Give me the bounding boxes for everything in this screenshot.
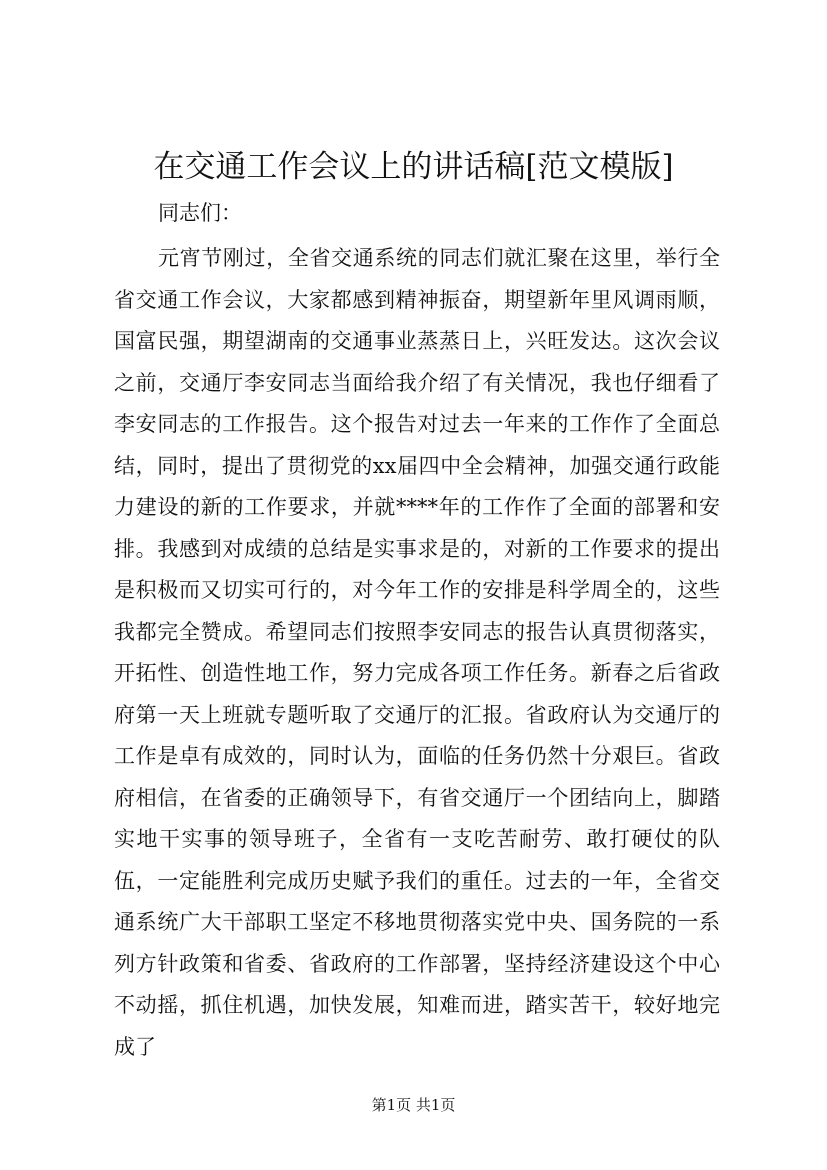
page-number-footer: 第1页 共1页 bbox=[371, 1096, 456, 1114]
salutation: 同志们： bbox=[158, 201, 242, 225]
document-title: 在交通工作会议上的讲话稿[范文模版] bbox=[153, 149, 674, 185]
body-paragraph: 元宵节刚过，全省交通系统的同志们就汇聚在这里，举行全省交通工作会议，大家都感到精神振奋，期望新年里风调雨顺，国富民强，期望湖南的交通事业蒸蒸日上，兴旺发达。这次会议之前，交通厅李安同志当面给我介绍了有关情况，我也仔细看了李安同志的工作报告。这个报告对过去一年来的工作作了全面总结，同时，提出了贯彻党的xx届四中全会精神，加强交通行政能力建设的新的工作要求，并就****年的工作作了全面的部署和安排。我感到对成绩的总结是实事求是的，对新的工作要求的提出是积极而又切实可行的，对今年工作的安排是科学周全的，这些我都完全赞成。希望同志们按照李安同志的报告认真贯彻落实，开拓性、创造性地工作，努力完成各项工作任务。新春之后省政府第一天上班就专题听取了交通厅的汇报。省政府认为交通厅的工作是卓有成效的，同时认为，面临的任务仍然十分艰巨。省政府相信，在省委的正确领导下，有省交通厅一个团结向上，脚踏实地干实事的领导班子，全省有一支吃苦耐劳、敢打硬仗的队伍，一定能胜利完成历史赋予我们的重任。过去的一年，全省交通系统广大干部职工坚定不移地贯彻落实党中央、国务院的一系列方针政策和省委、省政府的工作部署，坚持经济建设这个中心不动摇，抓住机遇，加快发展，知难而进，踏实苦干，较好地完成了 bbox=[114, 246, 720, 1059]
